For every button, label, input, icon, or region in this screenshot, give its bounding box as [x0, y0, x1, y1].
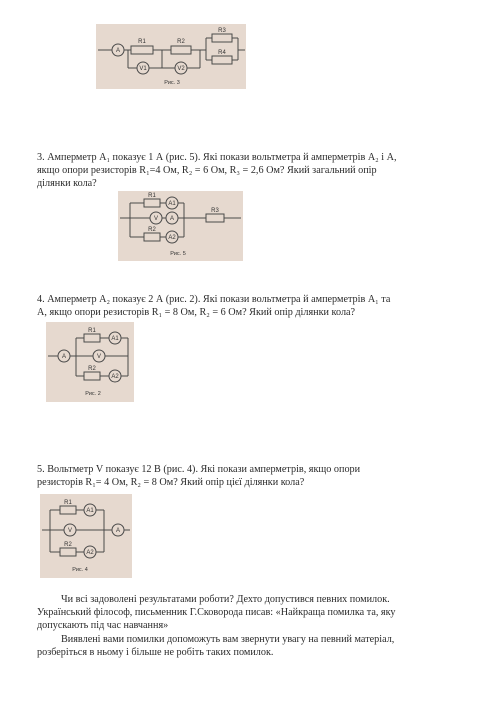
- task-3-line-2: якщо опори резисторів R₁=4 Ом, R₂ = 6 Ом, R₃ = 2,6 Ом? Який загальний опір: [37, 165, 377, 176]
- task-5-line-1: 5. Вольтметр V показує 12 В (рис. 4). Які покази амперметрів, якщо опори: [37, 464, 361, 475]
- v1-label: V1: [139, 66, 147, 72]
- r2-label: R2: [148, 227, 156, 233]
- figure-4-caption: Рис. 4: [72, 567, 88, 573]
- figure-5-caption: Рис. 5: [170, 251, 186, 257]
- outro-paragraph-2: [37, 633, 477, 659]
- ammeter-a-label: A: [169, 216, 175, 222]
- circuit-diagram-5: [118, 191, 243, 261]
- v2-label: V2: [177, 66, 185, 72]
- outro-p1-line-1: Чи всі задоволені результатами роботи? Дехто допустився певних помилок.: [61, 594, 390, 605]
- ammeter-a-label: A: [115, 48, 121, 54]
- circuit-diagram-2: [46, 322, 134, 402]
- figure-3: [96, 24, 246, 89]
- v-label: V: [96, 354, 102, 360]
- r2-label: R2: [177, 39, 185, 45]
- task-3: [37, 151, 469, 190]
- task-4: [37, 293, 469, 319]
- figure-5: [118, 191, 243, 261]
- a1-label: A1: [86, 508, 94, 514]
- figure-2: [46, 322, 134, 402]
- r1-label: R1: [148, 193, 156, 199]
- circuit-diagram-3: [96, 24, 246, 89]
- circuit-diagram-4: [40, 494, 132, 578]
- task-3-line-3: ділянки кола?: [37, 178, 97, 189]
- r2-label: R2: [64, 542, 72, 548]
- ammeter-a-label: A: [115, 528, 121, 534]
- a1-label: A1: [111, 336, 119, 342]
- figure-3-caption: Рис. 3: [164, 80, 180, 86]
- r1-label: R1: [138, 39, 146, 45]
- r2-label: R2: [88, 366, 96, 372]
- figure-2-caption: Рис. 2: [85, 391, 101, 397]
- outro-p2-line-1: Виявлені вами помилки допоможуть вам звернути увагу на певний матеріал,: [61, 634, 395, 645]
- outro-paragraph-1: [37, 593, 477, 632]
- ammeter-a-label: A: [61, 354, 67, 360]
- outro-p1-line-2: Український філософ, письменник Г.Сковорода писав: «Найкраща помилка та, яку: [37, 607, 396, 618]
- task-5: [37, 463, 469, 489]
- task-5-line-2: резисторів R₁= 4 Ом, R₂ = 8 Ом? Який опір цієї ділянки кола?: [37, 477, 305, 488]
- a2-label: A2: [86, 550, 94, 556]
- task-4-line-2: А, якщо опори резисторів R₁ = 8 Ом, R₂ = 6 Ом? Який опір ділянки кола?: [37, 307, 356, 318]
- r3-label: R3: [218, 28, 226, 34]
- r1-label: R1: [64, 500, 72, 506]
- a2-label: A2: [111, 374, 119, 380]
- r4-label: R4: [218, 50, 226, 56]
- figure-4: [40, 494, 132, 578]
- task-4-line-1: 4. Амперметр А₂ показує 2 А (рис. 2). Які покази вольтметра й амперметрів А₁ та: [37, 294, 391, 305]
- outro-p2-line-2: розберіться в ньому і більше не робіть таких помилок.: [37, 647, 274, 658]
- v-label: V: [67, 528, 73, 534]
- r3-label: R3: [211, 208, 219, 214]
- r1-label: R1: [88, 328, 96, 334]
- v-label: V: [153, 216, 159, 222]
- outro-p1-line-3: допускають під час навчання»: [37, 620, 169, 631]
- a1-label: A1: [168, 201, 176, 207]
- a2-label: A2: [168, 235, 176, 241]
- task-3-line-1: 3. Амперметр А₁ показує 1 А (рис. 5). Які покази вольтметра й амперметрів А₂ і А,: [37, 152, 397, 163]
